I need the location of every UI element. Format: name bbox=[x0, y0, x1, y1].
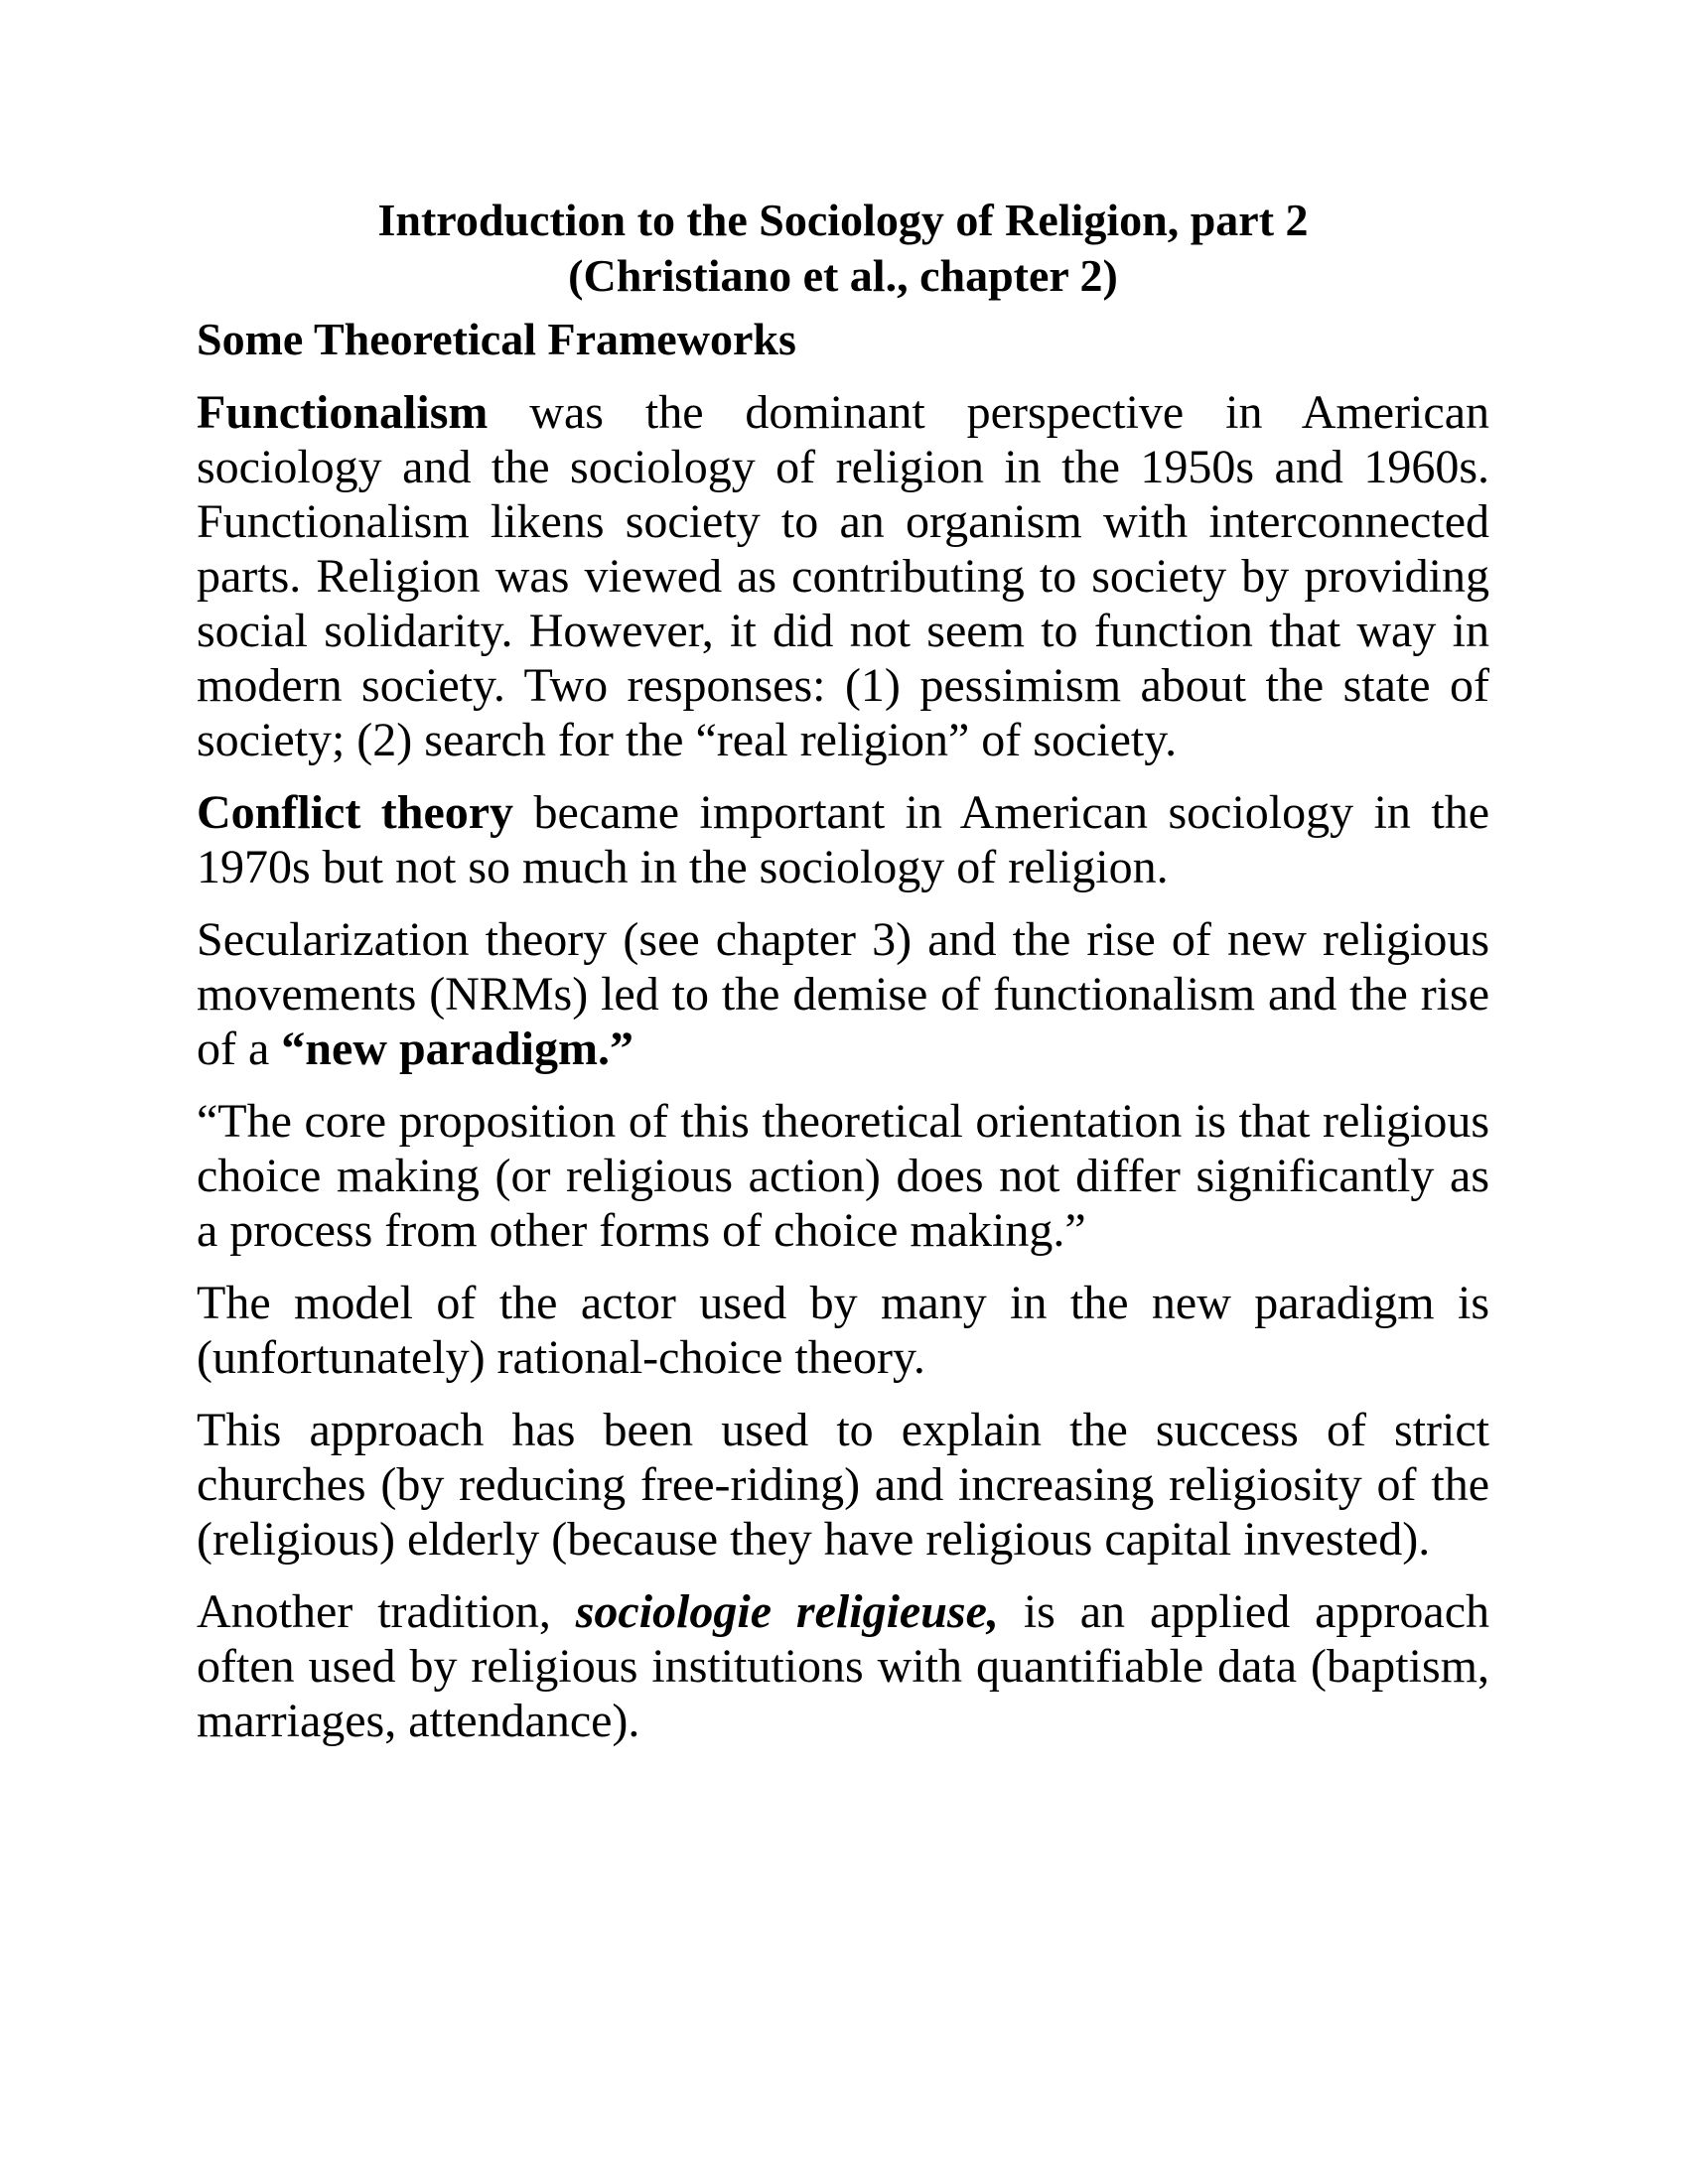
paragraph-tradition-after: is an applied approach often used by religious institutions with quantifiable data (baptism, marriages, attendance). bbox=[197, 1585, 1490, 1747]
paragraph-functionalism bbox=[197, 385, 1489, 767]
page-title: Introduction to the Sociology of Religion, part 2 bbox=[377, 195, 1309, 245]
document-page bbox=[197, 193, 1489, 1766]
section-heading: Some Theoretical Frameworks bbox=[197, 314, 796, 364]
paragraph-tradition bbox=[197, 1584, 1489, 1748]
paragraph-actor-model: The model of the actor used by many in the new paradigm is (unfortunately) rational-choice theory. bbox=[197, 1277, 1489, 1384]
paragraph-conflict-text: became important in American sociology in the 1970s but not so much in the sociology of religion. bbox=[197, 786, 1490, 893]
term-sociologie-religieuse: sociologie religieuse, bbox=[575, 1585, 999, 1638]
paragraph-approach: This approach has been used to explain the success of strict churches (by reducing free-riding) and increasing religiosity of the (religious) elderly (because they have religious capital invested). bbox=[197, 1404, 1489, 1566]
term-new-paradigm: “new paradigm.” bbox=[281, 1023, 633, 1075]
page-subtitle: (Christiano et al., chapter 2) bbox=[568, 250, 1118, 301]
paragraph-quote: “The core proposition of this theoretical orientation is that religious choice making (or religious action) does not differ significantly as a process from other forms of choice making.” bbox=[197, 1095, 1489, 1257]
term-conflict-theory: Conflict theory bbox=[197, 786, 514, 839]
paragraph-tradition-before: Another tradition, bbox=[197, 1585, 576, 1638]
paragraph-secularization-text: Secularization theory (see chapter 3) and the rise of new religious movements (NRMs) led to the demise of functionalism and the rise of a bbox=[197, 913, 1489, 1075]
paragraph-conflict-theory bbox=[197, 785, 1489, 894]
paragraph-functionalism-text: was the dominant perspective in American sociology and the sociology of religion in the 1950s and 1960s. Functionalism likens society to an organism with interconnected parts. Religion was viewed as contributing to society by providing social solidarity. However, it did not seem to function that way in modern society. Two responses: (1) pessimism about the state of society; (2) search for the “real religion” of society. bbox=[197, 386, 1489, 766]
term-functionalism: Functionalism bbox=[197, 386, 489, 439]
paragraph-secularization bbox=[197, 912, 1489, 1076]
